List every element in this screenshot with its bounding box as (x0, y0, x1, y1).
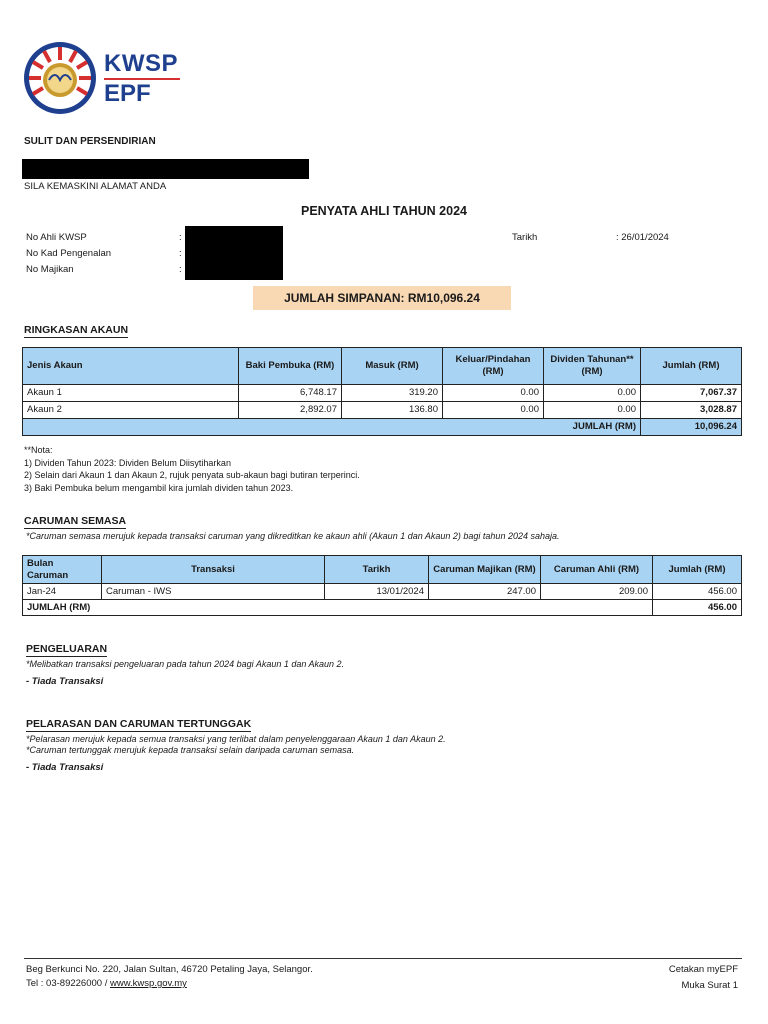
address-note: SILA KEMASKINI ALAMAT ANDA (24, 181, 167, 192)
withdrawal-none: - Tiada Transaksi (26, 676, 104, 687)
table-header-row (23, 556, 742, 584)
contribution-title: CARUMAN SEMASA (24, 515, 127, 527)
total-row (23, 419, 742, 436)
kwsp-seal-icon (22, 40, 98, 116)
colon-1: : (179, 232, 182, 243)
col-opening-balance: Baki Pembuka (RM) (239, 348, 342, 385)
logo-text-kwsp: KWSP (104, 50, 178, 77)
col-total: Jumlah (RM) (641, 348, 742, 385)
cell: 13/01/2024 (325, 584, 429, 600)
cell: 319.20 (342, 385, 443, 402)
date-value: : 26/01/2024 (616, 232, 669, 243)
notes-heading: **Nota: (24, 445, 53, 455)
col-month: Bulan Caruman (23, 556, 102, 584)
cell: 247.00 (429, 584, 541, 600)
col-total: Jumlah (RM) (653, 556, 742, 584)
footer-website-link[interactable]: www.kwsp.gov.my (109, 978, 187, 989)
footer-page: Muka Surat 1 (681, 980, 738, 991)
col-dividend: Dividen Tahunan** (RM) (544, 348, 641, 385)
table-header-row (23, 348, 742, 385)
col-employer: Caruman Majikan (RM) (429, 556, 541, 584)
cell: 0.00 (544, 402, 641, 419)
logo-text-epf: EPF (104, 80, 151, 107)
contribution-table (22, 555, 742, 616)
note-item: 2) Selain dari Akaun 1 dan Akaun 2, rujuk penyata sub-akaun bagi butiran terperinci. (24, 470, 360, 480)
total-label: JUMLAH (RM) (23, 419, 641, 436)
adjustment-note-1: *Pelarasan merujuk kepada semua transaksi yang terlibat dalam penyelenggaraan Akaun 1 dan Akaun 2. (26, 734, 446, 744)
cell: 2,892.07 (239, 402, 342, 419)
col-in: Masuk (RM) (342, 348, 443, 385)
table-row (23, 402, 742, 419)
cell: 3,028.87 (641, 402, 742, 419)
adjustment-title: PELARASAN DAN CARUMAN TERTUNGGAK (26, 718, 252, 730)
redacted-name-address (22, 159, 309, 179)
employer-label: No Majikan (26, 264, 74, 275)
footer-tel: Tel : 03-89226000 / (26, 978, 110, 989)
table-row (23, 584, 742, 600)
footer-contact (26, 978, 187, 989)
colon-3: : (179, 264, 182, 275)
adjustment-none: - Tiada Transaksi (26, 762, 104, 773)
total-label: JUMLAH (RM) (23, 600, 653, 616)
total-savings-banner: JUMLAH SIMPANAN: RM10,096.24 (253, 286, 511, 310)
cell: 209.00 (541, 584, 653, 600)
account-summary-title: RINGKASAN AKAUN (24, 324, 129, 336)
col-out: Keluar/Pindahan (RM) (443, 348, 544, 385)
cell: 6,748.17 (239, 385, 342, 402)
withdrawal-title: PENGELUARAN (26, 643, 108, 655)
date-label: Tarikh (512, 232, 538, 243)
footer-address: Beg Berkunci No. 220, Jalan Sultan, 46720 Petaling Jaya, Selangor. (26, 964, 313, 975)
total-value: 456.00 (653, 600, 742, 616)
cell: 456.00 (653, 584, 742, 600)
cell: Caruman - IWS (102, 584, 325, 600)
total-value: 10,096.24 (641, 419, 742, 436)
col-transaction: Transaksi (102, 556, 325, 584)
note-item: 3) Baki Pembuka belum mengambil kira jumlah dividen tahun 2023. (24, 482, 294, 493)
kwsp-logo (22, 40, 192, 115)
statement-title: PENYATA AHLI TAHUN 2024 (300, 204, 467, 218)
member-no-label: No Ahli KWSP (26, 232, 87, 243)
col-member: Caruman Ahli (RM) (541, 556, 653, 584)
redacted-member-details (185, 226, 283, 280)
cell: Jan-24 (23, 584, 102, 600)
cell: 0.00 (443, 385, 544, 402)
cell: Akaun 1 (23, 385, 239, 402)
confidential-label: SULIT DAN PERSENDIRIAN (24, 136, 156, 147)
footer-printed: Cetakan myEPF (668, 964, 738, 975)
cell: 7,067.37 (641, 385, 742, 402)
ic-label: No Kad Pengenalan (26, 248, 112, 259)
colon-2: : (179, 248, 182, 259)
cell: Akaun 2 (23, 402, 239, 419)
col-date: Tarikh (325, 556, 429, 584)
table-row (23, 385, 742, 402)
cell: 136.80 (342, 402, 443, 419)
col-account-type: Jenis Akaun (23, 348, 239, 385)
cell: 0.00 (443, 402, 544, 419)
adjustment-note-2: *Caruman tertunggak merujuk kepada transaksi selain daripada caruman semasa. (26, 745, 355, 755)
note-item: 1) Dividen Tahun 2023: Dividen Belum Diisytiharkan (24, 457, 231, 468)
total-row (23, 600, 742, 616)
withdrawal-note: *Melibatkan transaksi pengeluaran pada tahun 2024 bagi Akaun 1 dan Akaun 2. (26, 659, 345, 669)
notes-block (24, 444, 360, 494)
account-summary-table (22, 347, 742, 436)
contribution-note: *Caruman semasa merujuk kepada transaksi caruman yang dikreditkan ke akaun ahli (Akaun 1 dan Akaun 2) bagi tahun 2024 sahaja. (26, 531, 560, 541)
cell: 0.00 (544, 385, 641, 402)
footer-divider (24, 958, 742, 959)
